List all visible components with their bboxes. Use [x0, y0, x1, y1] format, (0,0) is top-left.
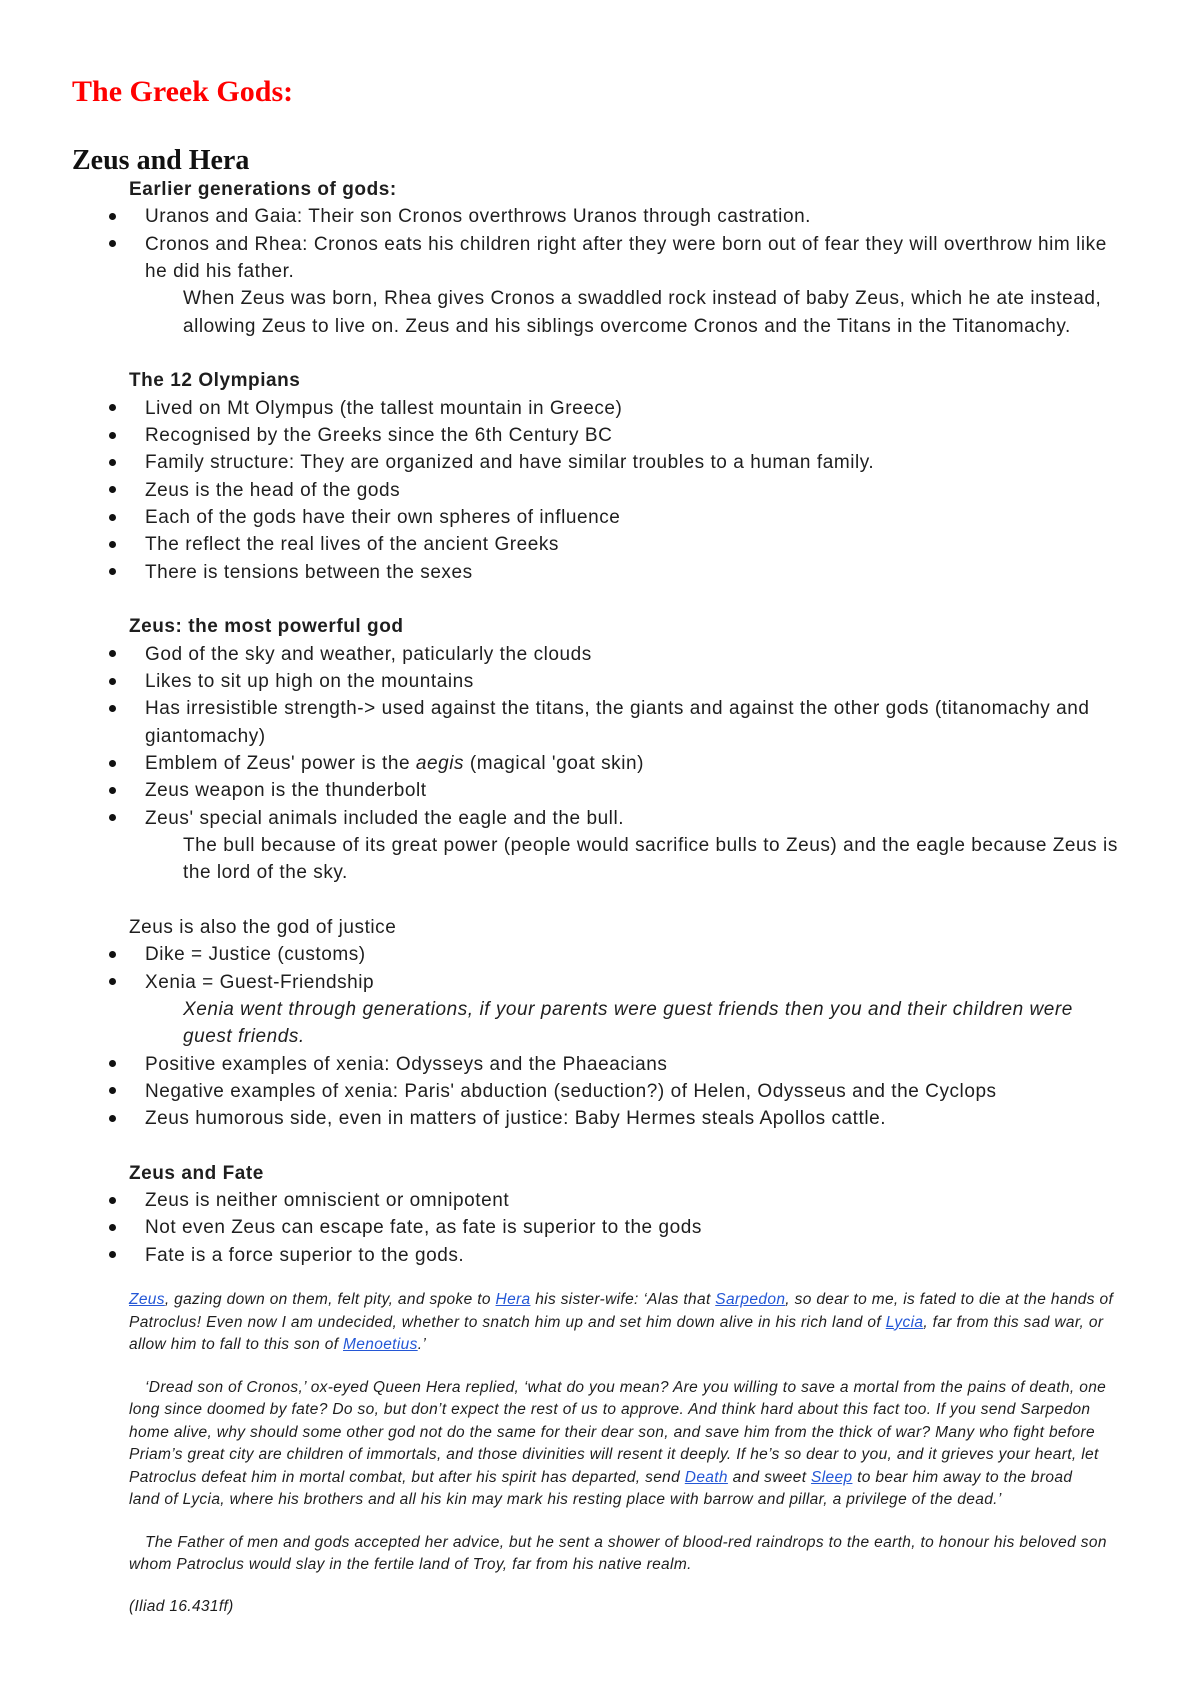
- link-menoetius[interactable]: Menoetius: [343, 1336, 418, 1353]
- bullet-text: The reflect the real lives of the ancient Greeks: [145, 534, 559, 556]
- bullet-icon: [109, 568, 116, 575]
- section-heading: Zeus: the most powerful god: [129, 616, 404, 638]
- bullet-icon: [109, 1251, 116, 1258]
- link-sarpedon[interactable]: Sarpedon: [715, 1291, 786, 1308]
- document-heading: Zeus and Hera: [72, 145, 250, 176]
- section-heading: The 12 Olympians: [129, 370, 301, 392]
- link-zeus[interactable]: Zeus: [129, 1291, 165, 1308]
- bullet-item: [0, 559, 1200, 586]
- bullet-item: [0, 969, 1200, 996]
- bullet-icon: [109, 678, 116, 685]
- note-text: the lord of the sky.: [183, 862, 348, 884]
- bullet-item: [0, 777, 1200, 804]
- bullet-text: Zeus weapon is the thunderbolt: [145, 780, 427, 802]
- bullet-text: he did his father.: [145, 260, 295, 282]
- link-hera[interactable]: Hera: [495, 1291, 531, 1308]
- bullet-text: Dike = Justice (customs): [145, 944, 366, 966]
- quote-line: Priam’s great city are children of immortals, and those divinities will resent it deeply. If he’s so dear to you, and it grieves your heart, let: [129, 1446, 1099, 1463]
- bullet-item: [0, 203, 1200, 230]
- emphasis-text: aegis: [415, 752, 465, 774]
- bullet-item: [0, 1051, 1200, 1078]
- quote-text: and sweet: [727, 1468, 812, 1486]
- bullet-text: Emblem of Zeus' power is the: [145, 752, 416, 774]
- bullet-text: Zeus is neither omniscient or omnipotent: [145, 1190, 510, 1212]
- bullet-icon: [109, 650, 116, 657]
- section-zeus-fate: [0, 1160, 1200, 1269]
- bullet-icon: [109, 1197, 116, 1204]
- quote-text: , gazing down on them, felt pity, and spoke to: [164, 1291, 496, 1308]
- quote-line: land of Lycia, where his brothers and all his kin may mark his resting place with barrow and pillar, a privilege of the dead.’: [129, 1491, 1002, 1508]
- quote-line: [129, 1334, 1113, 1357]
- section-heading: Earlier generations of gods:: [129, 179, 397, 200]
- quote-text: allow him to fall to this son of: [129, 1336, 344, 1353]
- bullet-item: [0, 668, 1200, 695]
- link-lycia[interactable]: Lycia: [885, 1313, 924, 1331]
- notes-outline: [0, 176, 1200, 1269]
- quote-text: .’: [417, 1336, 427, 1353]
- bullet-item: [0, 231, 1200, 286]
- bullet-item: [0, 477, 1200, 504]
- note-text: When Zeus was born, Rhea gives Cronos a swaddled rock instead of baby Zeus, which he ate instead,: [183, 288, 1102, 310]
- bullet-icon: [109, 1060, 116, 1067]
- note-text: allowing Zeus to live on. Zeus and his siblings overcome Cronos and the Titans in the Titanomachy.: [183, 315, 1071, 337]
- note-paragraph: [0, 285, 1200, 340]
- quote-text: , so dear to me, is fated to die at the hands of: [785, 1291, 1114, 1308]
- bullet-text: giantomachy): [145, 725, 266, 747]
- bullet-icon: [109, 404, 116, 411]
- quote-paragraph: [129, 1532, 1113, 1577]
- bullet-text: Positive examples of xenia: Odysseys and the Phaeacians: [145, 1053, 668, 1075]
- note-text: The bull because of its great power (people would sacrifice bulls to Zeus) and the eagle because Zeus is: [183, 834, 1118, 856]
- bullet-item: [0, 504, 1200, 531]
- note-text: Xenia went through generations, if your parents were guest friends then you and their children were: [183, 998, 1073, 1020]
- bullet-icon: [109, 514, 116, 521]
- section-zeus-most-powerful: [0, 613, 1200, 886]
- bullet-icon: [109, 814, 116, 821]
- bullet-item: [0, 395, 1200, 422]
- bullet-text: Family structure: They are organized and have similar troubles to a human family.: [145, 452, 875, 474]
- page-title: The Greek Gods:: [72, 75, 294, 108]
- bullet-icon: [109, 432, 116, 439]
- quote-text: , far from this sad war, or: [923, 1313, 1104, 1331]
- bullet-item: [0, 1078, 1200, 1105]
- bullet-text: Negative examples of xenia: Paris' abduction (seduction?) of Helen, Odysseus and the Cyclops: [145, 1080, 997, 1102]
- bullet-item: [0, 1242, 1200, 1269]
- bullet-icon: [109, 1224, 116, 1231]
- bullet-item: [0, 941, 1200, 968]
- bullet-icon: [109, 1115, 116, 1122]
- quote-text: to bear him away to the broad: [852, 1468, 1073, 1486]
- bullet-text: God of the sky and weather, paticularly the clouds: [145, 643, 592, 665]
- bullet-text: Recognised by the Greeks since the 6th Century BC: [145, 424, 613, 446]
- bullet-line: [0, 695, 1200, 722]
- section-heading: Zeus is also the god of justice: [129, 916, 397, 938]
- bullet-item: [0, 695, 1200, 750]
- quote-paragraph: [129, 1377, 1113, 1512]
- quote-line: whom Patroclus would slay in the fertile land of Troy, far from his native realm.: [129, 1556, 692, 1573]
- quote-line: ‘Dread son of Cronos,’ ox-eyed Queen Hera replied, ‘what do you mean? Are you willing to save a mortal from the pains of death, one: [145, 1378, 1107, 1396]
- bullet-text: Xenia = Guest-Friendship: [145, 971, 375, 993]
- link-sleep[interactable]: Sleep: [811, 1468, 853, 1486]
- bullet-text: Zeus is the head of the gods: [145, 479, 401, 501]
- bullet-item: [0, 1214, 1200, 1241]
- quote-line: [129, 1312, 1113, 1335]
- bullet-item: [0, 449, 1200, 476]
- bullet-icon: [109, 541, 116, 548]
- bullet-icon: [109, 213, 116, 220]
- bullet-text: Zeus humorous side, even in matters of justice: Baby Hermes steals Apollos cattle.: [145, 1108, 887, 1130]
- section-zeus-justice: [0, 914, 1200, 1133]
- bullet-icon: [109, 951, 116, 958]
- quote-line: long since doomed by fate? Do so, but don’t expect the rest of us to approve. And think hard about this fact too. If you send Sarpedon: [129, 1401, 1091, 1418]
- bullet-item: [0, 1187, 1200, 1214]
- bullet-item: [0, 531, 1200, 558]
- bullet-icon: [109, 787, 116, 794]
- bullet-text: (magical 'goat skin): [464, 752, 644, 774]
- quote-paragraph: [129, 1289, 1113, 1357]
- quote-citation: (Iliad 16.431ff): [129, 1597, 234, 1615]
- section-olympians: [0, 367, 1200, 586]
- quote-line: [129, 1289, 1113, 1312]
- bullet-icon: [109, 240, 116, 247]
- bullet-line: [0, 203, 1200, 230]
- note-text: guest friends.: [183, 1026, 305, 1048]
- quote-line: home alive, why should some other god not do the same for their dear son, and save him from the thick of war? Many who fight before: [129, 1423, 1096, 1441]
- bullet-icon: [109, 978, 116, 985]
- note-paragraph: [0, 996, 1200, 1051]
- bullet-text: Each of the gods have their own spheres of influence: [145, 506, 621, 528]
- bullet-item: [0, 1105, 1200, 1132]
- bullet-line-continued: [0, 723, 1200, 750]
- bullet-text: There is tensions between the sexes: [145, 561, 473, 583]
- note-paragraph: [0, 832, 1200, 887]
- bullet-icon: [109, 760, 116, 767]
- quote-line: [129, 1467, 1113, 1490]
- bullet-text: Uranos and Gaia: Their son Cronos overthrows Uranos through castration.: [145, 206, 812, 228]
- bullet-item: [0, 641, 1200, 668]
- bullet-text: Lived on Mt Olympus (the tallest mountain in Greece): [145, 397, 623, 419]
- bullet-icon: [109, 459, 116, 466]
- link-death[interactable]: Death: [684, 1468, 728, 1486]
- bullet-item: [0, 422, 1200, 449]
- bullet-text: Not even Zeus can escape fate, as fate is superior to the gods: [145, 1217, 702, 1239]
- section-earlier-generations: [0, 176, 1200, 340]
- bullet-icon: [109, 1087, 116, 1094]
- bullet-text: Zeus' special animals included the eagle and the bull.: [145, 807, 625, 829]
- bullet-icon: [109, 705, 116, 712]
- bullet-text: Fate is a force superior to the gods.: [145, 1244, 465, 1266]
- iliad-quote: [129, 1289, 1113, 1618]
- quote-text: Patroclus! Even now I am undecided, whether to snatch him up and set him down alive in his rich land of: [129, 1313, 886, 1331]
- bullet-item: [0, 750, 1200, 777]
- bullet-text: Likes to sit up high on the mountains: [145, 670, 474, 692]
- bullet-icon: [109, 486, 116, 493]
- quote-text: Patroclus defeat him in mortal combat, but after his spirit has departed, send: [129, 1468, 685, 1486]
- bullet-item: [0, 805, 1200, 832]
- bullet-text: Cronos and Rhea: Cronos eats his children right after they were born out of fear they will overthrow him like: [145, 233, 1107, 255]
- bullet-line: [0, 231, 1200, 258]
- quote-text: his sister-wife: ‘Alas that: [530, 1291, 716, 1308]
- bullet-line-continued: [0, 258, 1200, 285]
- quote-line: The Father of men and gods accepted her advice, but he sent a shower of blood-red raindrops to the earth, to honour his beloved son: [145, 1533, 1107, 1551]
- section-heading: Zeus and Fate: [129, 1162, 264, 1184]
- bullet-text: Has irresistible strength-> used against the titans, the giants and against the other gods (titanomachy and: [145, 698, 1090, 720]
